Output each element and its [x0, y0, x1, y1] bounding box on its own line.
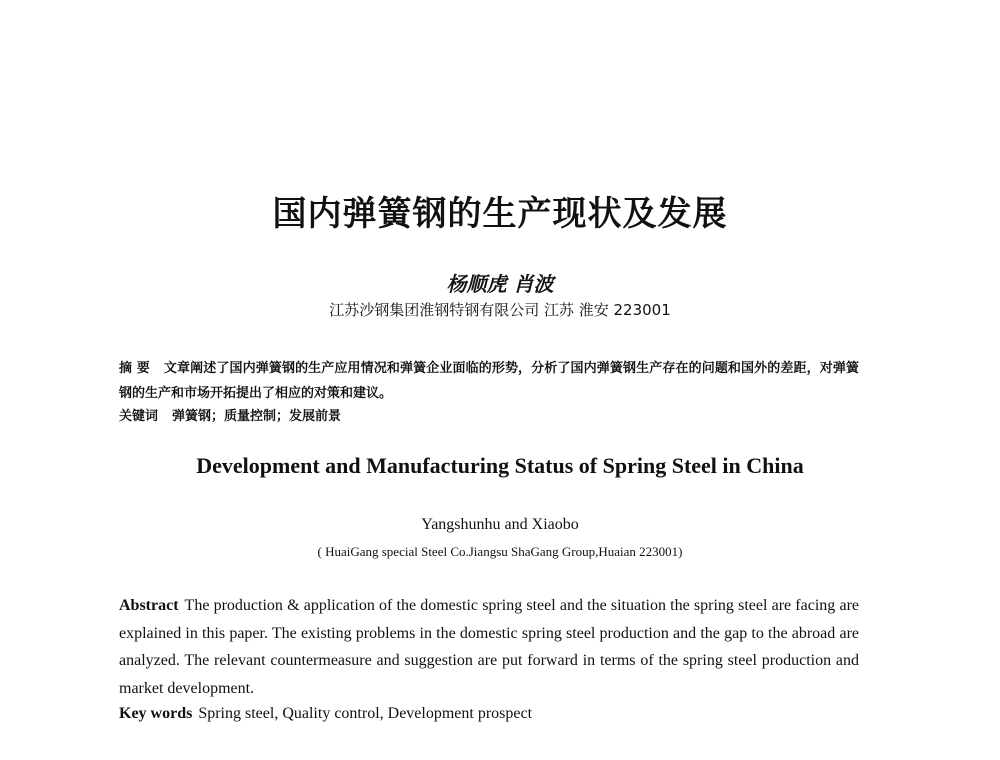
english-abstract — [119, 592, 859, 702]
english-abstract-label: Abstract — [119, 597, 179, 614]
chinese-abstract-text: 文章阐述了国内弹簧钢的生产应用情况和弹簧企业面临的形势，分析了国内弹簧钢生产存在的问题和国外的差距，对弹簧钢的生产和市场开拓提出了相应的对策和建议。 — [119, 361, 859, 401]
english-abstract-text: The production & application of the domestic spring steel and the situation the spring steel are facing are explained in this paper. The existing problems in the domestic spring steel production and the gap to the abroad are analyzed. The relevant countermeasure and suggestion are put forward in terms of the spring steel production and market development. — [119, 597, 859, 697]
chinese-keywords-label: 关键词 — [119, 409, 159, 424]
chinese-title: 国内弹簧钢的生产现状及发展 — [272, 194, 728, 234]
chinese-keywords — [119, 406, 859, 428]
chinese-affiliation: 江苏沙钢集团淮钢特钢有限公司 江苏 淮安 223001 — [329, 301, 671, 319]
english-affiliation: ( HuaiGang special Steel Co.Jiangsu ShaGang Group,Huaian 223001) — [317, 544, 683, 559]
english-title: Development and Manufacturing Status of Spring Steel in China — [196, 453, 804, 478]
english-keywords-label: Key words — [119, 705, 193, 722]
chinese-abstract — [119, 356, 859, 406]
english-authors: Yangshunhu and Xiaobo — [421, 516, 579, 533]
chinese-keywords-text: 弹簧钢；质量控制；发展前景 — [172, 409, 342, 424]
chinese-abstract-label: 摘 要 — [119, 361, 150, 376]
english-keywords-text: Spring steel, Quality control, Development prospect — [198, 705, 533, 722]
chinese-authors: 杨顺虎 肖波 — [446, 272, 554, 296]
english-keywords — [119, 702, 859, 726]
